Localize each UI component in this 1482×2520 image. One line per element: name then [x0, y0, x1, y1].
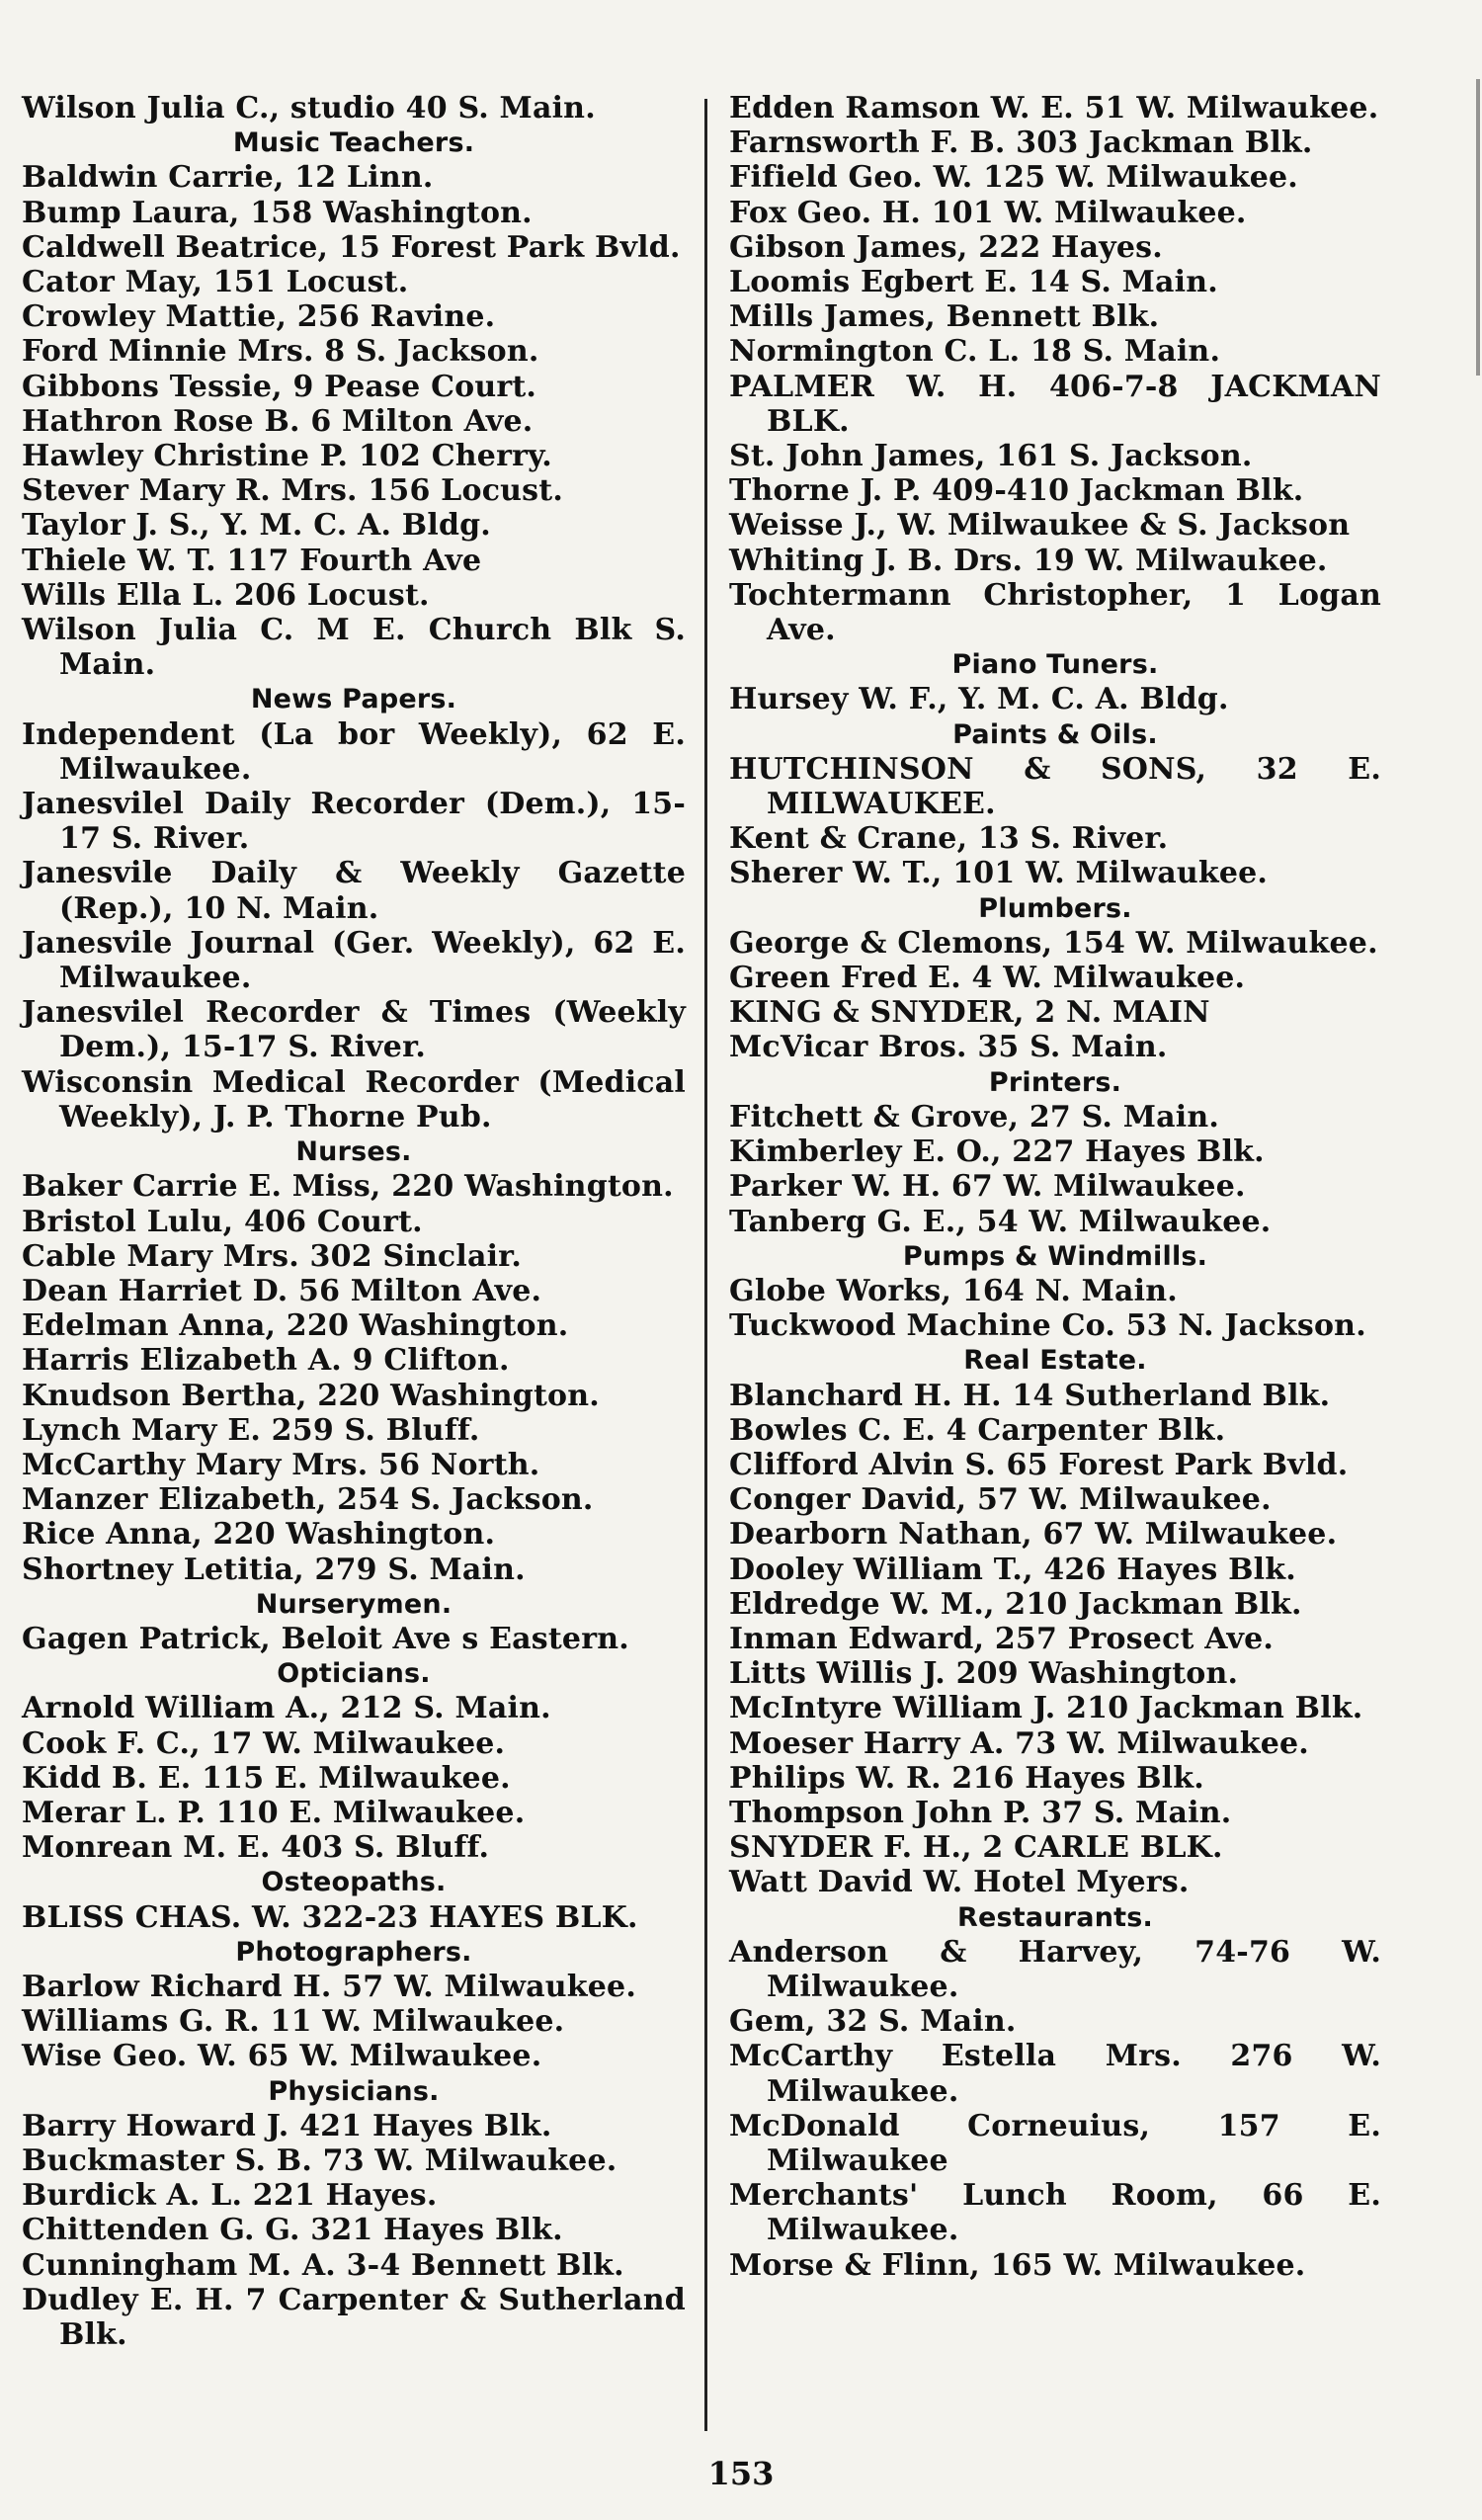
- page-edge-mark: [1476, 79, 1480, 376]
- directory-entry: McVicar Bros. 35 S. Main.: [729, 1030, 1168, 1065]
- directory-entry: Hathron Rose B. 6 Milton Ave.: [22, 403, 534, 439]
- section-heading: Nurses.: [295, 1136, 412, 1168]
- directory-entry: George & Clemons, 154 W. Milwaukee.: [729, 925, 1378, 961]
- directory-entry: Williams G. R. 11 W. Milwaukee.: [22, 2004, 565, 2040]
- directory-entry: Gibbons Tessie, 9 Pease Court.: [22, 369, 537, 404]
- directory-entry: Gem, 32 S. Main.: [729, 2004, 1017, 2040]
- page-number: 153: [707, 2455, 775, 2492]
- directory-entry: McDonald Corneuius, 157 E. Milwaukee: [729, 2108, 1381, 2178]
- directory-entry: Thiele W. T. 117 Fourth Ave: [22, 543, 482, 578]
- directory-entry: Caldwell Beatrice, 15 Forest Park Bvld.: [22, 229, 681, 265]
- directory-entry: Edden Ramson W. E. 51 W. Milwaukee.: [729, 91, 1379, 126]
- directory-entry: Stever Mary R. Mrs. 156 Locust.: [22, 473, 563, 509]
- directory-entry: Thorne J. P. 409-410 Jackman Blk.: [729, 473, 1304, 509]
- directory-entry: Janesvile Daily & Weekly Gazette (Rep.), 10 N. Main.: [22, 856, 686, 926]
- directory-entry: Tochtermann Christopher, 1 Logan Ave.: [729, 577, 1381, 648]
- directory-entry: Bump Laura, 158 Washington.: [22, 195, 533, 230]
- section-heading: Nurserymen.: [255, 1588, 453, 1620]
- directory-entry: Cable Mary Mrs. 302 Sinclair.: [22, 1238, 523, 1274]
- directory-entry: Clifford Alvin S. 65 Forest Park Bvld.: [729, 1447, 1349, 1482]
- directory-entry: Harris Elizabeth A. 9 Clifton.: [22, 1343, 510, 1379]
- directory-entry: Dean Harriet D. 56 Milton Ave.: [22, 1273, 542, 1308]
- section-heading: Restaurants.: [957, 1901, 1153, 1933]
- directory-entry: Bristol Lulu, 406 Court.: [22, 1204, 423, 1239]
- directory-entry: Arnold William A., 212 S. Main.: [22, 1691, 551, 1726]
- section-heading: Music Teachers.: [232, 127, 475, 159]
- directory-entry: Rice Anna, 220 Washington.: [22, 1517, 496, 1553]
- directory-entry: Blanchard H. H. 14 Sutherland Blk.: [729, 1378, 1331, 1413]
- directory-entry: Tanberg G. E., 54 W. Milwaukee.: [729, 1204, 1272, 1239]
- directory-entry: Globe Works, 164 N. Main.: [729, 1273, 1178, 1308]
- directory-entry: Litts Willis J. 209 Washington.: [729, 1656, 1239, 1692]
- directory-entry: Tuckwood Machine Co. 53 N. Jackson.: [729, 1308, 1366, 1344]
- directory-entry: Kidd B. E. 115 E. Milwaukee.: [22, 1760, 511, 1796]
- directory-entry: Shortney Letitia, 279 S. Main.: [22, 1552, 526, 1587]
- directory-entry: Gagen Patrick, Beloit Ave s Eastern.: [22, 1621, 629, 1656]
- directory-entry: Manzer Elizabeth, 254 S. Jackson.: [22, 1482, 594, 1518]
- directory-entry: Crowley Mattie, 256 Ravine.: [22, 299, 496, 335]
- directory-entry: Cunningham M. A. 3-4 Bennett Blk.: [22, 2247, 624, 2283]
- directory-entry: Hursey W. F., Y. M. C. A. Bldg.: [729, 682, 1229, 717]
- column-divider: [704, 99, 707, 2431]
- directory-entry: Sherer W. T., 101 W. Milwaukee.: [729, 856, 1269, 891]
- directory-entry: Eldredge W. M., 210 Jackman Blk.: [729, 1586, 1302, 1622]
- directory-entry: KING & SNYDER, 2 N. MAIN: [729, 995, 1210, 1031]
- section-heading: Real Estate.: [963, 1345, 1147, 1377]
- directory-entry: Barlow Richard H. 57 W. Milwaukee.: [22, 1969, 636, 2004]
- directory-entry: Fox Geo. H. 101 W. Milwaukee.: [729, 195, 1247, 230]
- directory-entry: Buckmaster S. B. 73 W. Milwaukee.: [22, 2142, 618, 2178]
- directory-entry: Inman Edward, 257 Prosect Ave.: [729, 1621, 1275, 1656]
- directory-entry: Watt David W. Hotel Myers.: [729, 1865, 1190, 1900]
- directory-entry: Thompson John P. 37 S. Main.: [729, 1795, 1232, 1830]
- directory-entry: PALMER W. H. 406-7-8 JACKMAN BLK.: [729, 369, 1381, 439]
- directory-entry: Burdick A. L. 221 Hayes.: [22, 2178, 438, 2214]
- directory-entry: Independent (La bor Weekly), 62 E. Milwaukee.: [22, 716, 686, 787]
- section-heading: Photographers.: [235, 1936, 472, 1968]
- directory-entry: Merchants' Lunch Room, 66 E. Milwaukee.: [729, 2178, 1381, 2248]
- directory-entry: Cook F. C., 17 W. Milwaukee.: [22, 1725, 506, 1761]
- directory-entry: McCarthy Mary Mrs. 56 North.: [22, 1447, 540, 1482]
- directory-entry: Dooley William T., 426 Hayes Blk.: [729, 1552, 1296, 1587]
- directory-entry: Loomis Egbert E. 14 S. Main.: [729, 265, 1218, 300]
- directory-entry: McIntyre William J. 210 Jackman Blk.: [729, 1691, 1363, 1726]
- directory-entry: Merar L. P. 110 E. Milwaukee.: [22, 1795, 526, 1830]
- section-heading: Paints & Oils.: [952, 718, 1158, 750]
- directory-entry: BLISS CHAS. W. 322-23 HAYES BLK.: [22, 1899, 638, 1935]
- directory-entry: Taylor J. S., Y. M. C. A. Bldg.: [22, 508, 491, 544]
- directory-entry: Parker W. H. 67 W. Milwaukee.: [729, 1169, 1246, 1205]
- directory-entry: St. John James, 161 S. Jackson.: [729, 439, 1253, 474]
- directory-entry: Wisconsin Medical Recorder (Medical Weekly), J. P. Thorne Pub.: [22, 1064, 686, 1134]
- directory-entry: Wills Ella L. 206 Locust.: [22, 577, 430, 613]
- directory-entry: Normington C. L. 18 S. Main.: [729, 334, 1221, 370]
- directory-entry: Conger David, 57 W. Milwaukee.: [729, 1482, 1272, 1518]
- directory-entry: Chittenden G. G. 321 Hayes Blk.: [22, 2213, 563, 2248]
- directory-entry: Monrean M. E. 403 S. Bluff.: [22, 1830, 490, 1866]
- directory-entry: Green Fred E. 4 W. Milwaukee.: [729, 961, 1246, 996]
- directory-entry: Wise Geo. W. 65 W. Milwaukee.: [22, 2039, 542, 2074]
- directory-entry: Bowles C. E. 4 Carpenter Blk.: [729, 1412, 1226, 1448]
- directory-entry: SNYDER F. H., 2 CARLE BLK.: [729, 1830, 1223, 1866]
- directory-entry: Farnsworth F. B. 303 Jackman Blk.: [729, 126, 1313, 161]
- right-column: [729, 91, 1381, 2283]
- directory-entry: Anderson & Harvey, 74-76 W. Milwaukee.: [729, 1934, 1381, 2004]
- directory-entry: Ford Minnie Mrs. 8 S. Jackson.: [22, 334, 539, 370]
- directory-entry: Cator May, 151 Locust.: [22, 265, 409, 300]
- directory-entry: Kent & Crane, 13 S. River.: [729, 821, 1169, 857]
- left-column: [22, 91, 686, 2352]
- directory-entry: McCarthy Estella Mrs. 276 W. Milwaukee.: [729, 2039, 1381, 2109]
- section-heading: Pumps & Windmills.: [902, 1240, 1208, 1272]
- directory-entry: Dudley E. H. 7 Carpenter & Sutherland Blk.: [22, 2282, 686, 2352]
- directory-entry: HUTCHINSON & SONS, 32 E. MILWAUKEE.: [729, 751, 1381, 822]
- directory-entry: Dearborn Nathan, 67 W. Milwaukee.: [729, 1517, 1338, 1553]
- directory-entry: Moeser Harry A. 73 W. Milwaukee.: [729, 1725, 1309, 1761]
- directory-entry: Fitchett & Grove, 27 S. Main.: [729, 1099, 1220, 1134]
- section-heading: Physicians.: [268, 2075, 440, 2107]
- directory-entry: Baker Carrie E. Miss, 220 Washington.: [22, 1169, 674, 1205]
- directory-entry: Fifield Geo. W. 125 W. Milwaukee.: [729, 160, 1298, 196]
- directory-entry: Janesvile Journal (Ger. Weekly), 62 E. Milwaukee.: [22, 925, 686, 996]
- directory-entry: Philips W. R. 216 Hayes Blk.: [729, 1760, 1204, 1796]
- directory-entry: Kimberley E. O., 227 Hayes Blk.: [729, 1134, 1265, 1170]
- directory-entry: Morse & Flinn, 165 W. Milwaukee.: [729, 2247, 1306, 2283]
- section-heading: News Papers.: [250, 684, 457, 715]
- directory-entry: Weisse J., W. Milwaukee & S. Jackson: [729, 508, 1351, 544]
- directory-entry: Knudson Bertha, 220 Washington.: [22, 1378, 600, 1413]
- directory-entry: Janesvilel Daily Recorder (Dem.), 15-17 S. River.: [22, 787, 686, 857]
- directory-entry: Wilson Julia C., studio 40 S. Main.: [22, 91, 596, 126]
- section-heading: Printers.: [988, 1066, 1122, 1098]
- directory-entry: Barry Howard J. 421 Hayes Blk.: [22, 2108, 552, 2143]
- directory-entry: Lynch Mary E. 259 S. Bluff.: [22, 1412, 480, 1448]
- directory-entry: Wilson Julia C. M E. Church Blk S. Main.: [22, 613, 686, 683]
- section-heading: Piano Tuners.: [951, 649, 1159, 681]
- directory-entry: Mills James, Bennett Blk.: [729, 299, 1160, 335]
- directory-entry: Whiting J. B. Drs. 19 W. Milwaukee.: [729, 543, 1328, 578]
- directory-entry: Gibson James, 222 Hayes.: [729, 229, 1163, 265]
- directory-entry: Hawley Christine P. 102 Cherry.: [22, 439, 552, 474]
- directory-entry: Edelman Anna, 220 Washington.: [22, 1308, 569, 1344]
- section-heading: Plumbers.: [978, 892, 1132, 924]
- section-heading: Osteopaths.: [261, 1867, 447, 1898]
- section-heading: Opticians.: [277, 1658, 431, 1690]
- directory-entry: Janesvilel Recorder & Times (Weekly Dem.), 15-17 S. River.: [22, 995, 686, 1065]
- directory-entry: Baldwin Carrie, 12 Linn.: [22, 160, 434, 196]
